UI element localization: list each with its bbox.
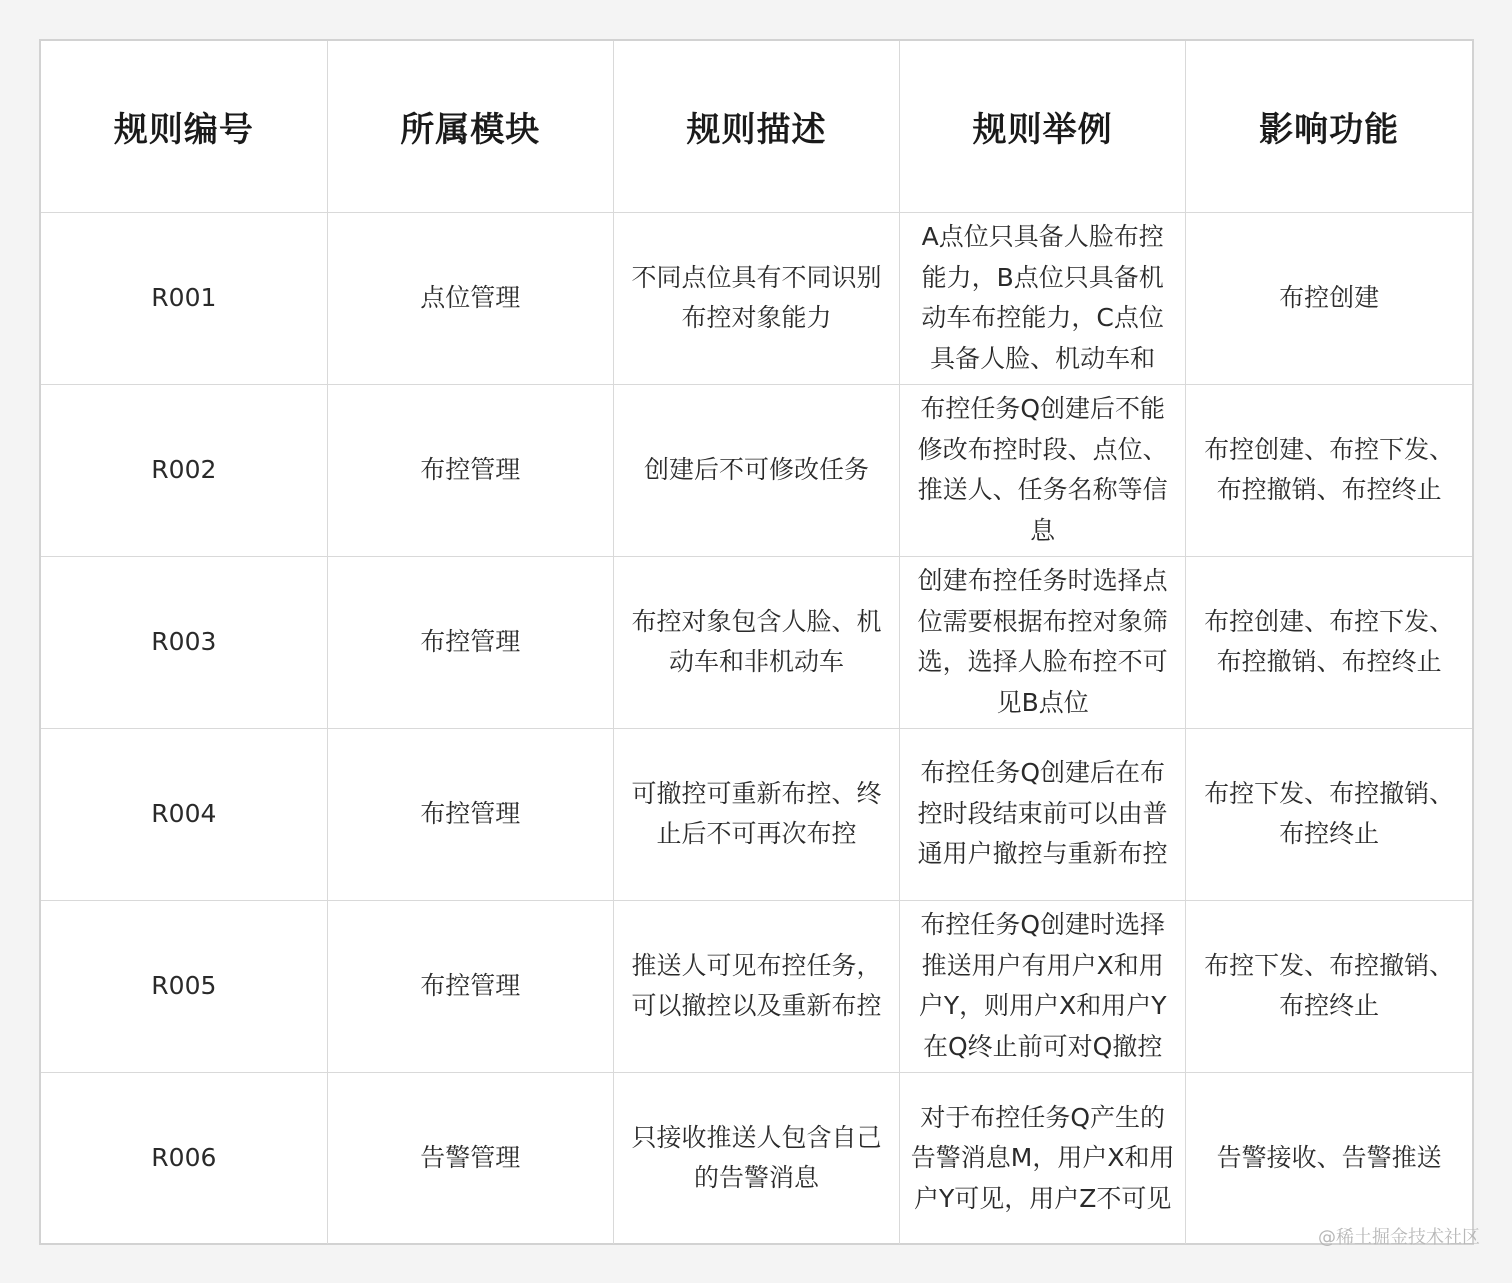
cell-affected-functions: 告警接收、告警推送 bbox=[1186, 1072, 1472, 1244]
table-header-row bbox=[41, 41, 1472, 212]
rules-table bbox=[41, 41, 1472, 1244]
cell-description: 只接收推送人包含自己的告警消息 bbox=[613, 1072, 899, 1244]
cell-affected-functions: 布控创建 bbox=[1186, 212, 1472, 384]
header-example: 规则举例 bbox=[900, 41, 1186, 212]
table-row bbox=[41, 1072, 1472, 1244]
cell-module: 点位管理 bbox=[327, 212, 613, 384]
cell-module: 布控管理 bbox=[327, 900, 613, 1072]
cell-module: 布控管理 bbox=[327, 728, 613, 900]
cell-module: 布控管理 bbox=[327, 384, 613, 556]
cell-affected-functions: 布控下发、布控撤销、布控终止 bbox=[1186, 900, 1472, 1072]
cell-description: 推送人可见布控任务，可以撤控以及重新布控 bbox=[613, 900, 899, 1072]
cell-rule-id: R005 bbox=[41, 900, 327, 1072]
cell-rule-id: R004 bbox=[41, 728, 327, 900]
cell-rule-id: R003 bbox=[41, 556, 327, 728]
table-row bbox=[41, 728, 1472, 900]
cell-affected-functions: 布控创建、布控下发、布控撤销、布控终止 bbox=[1186, 556, 1472, 728]
rules-table-container bbox=[39, 39, 1474, 1245]
table-row bbox=[41, 556, 1472, 728]
cell-rule-id: R001 bbox=[41, 212, 327, 384]
cell-rule-id: R006 bbox=[41, 1072, 327, 1244]
cell-description: 创建后不可修改任务 bbox=[613, 384, 899, 556]
table-row bbox=[41, 212, 1472, 384]
cell-example: 布控任务Q创建后在布控时段结束前可以由普通用户撤控与重新布控 bbox=[900, 728, 1186, 900]
cell-affected-functions: 布控创建、布控下发、布控撤销、布控终止 bbox=[1186, 384, 1472, 556]
cell-module: 告警管理 bbox=[327, 1072, 613, 1244]
cell-example: 创建布控任务时选择点位需要根据布控对象筛选，选择人脸布控不可见B点位 bbox=[900, 556, 1186, 728]
table-row bbox=[41, 900, 1472, 1072]
header-rule-id: 规则编号 bbox=[41, 41, 327, 212]
cell-example: 布控任务Q创建时选择推送用户有用户X和用户Y，则用户X和用户Y在Q终止前可对Q撤控 bbox=[900, 900, 1186, 1072]
cell-description: 不同点位具有不同识别布控对象能力 bbox=[613, 212, 899, 384]
cell-affected-functions: 布控下发、布控撤销、布控终止 bbox=[1186, 728, 1472, 900]
cell-example: 对于布控任务Q产生的告警消息M，用户X和用户Y可见，用户Z不可见 bbox=[900, 1072, 1186, 1244]
cell-example: 布控任务Q创建后不能修改布控时段、点位、推送人、任务名称等信息 bbox=[900, 384, 1186, 556]
watermark: @稀土掘金技术社区 bbox=[1318, 1227, 1480, 1248]
cell-rule-id: R002 bbox=[41, 384, 327, 556]
cell-description: 可撤控可重新布控、终止后不可再次布控 bbox=[613, 728, 899, 900]
header-module: 所属模块 bbox=[327, 41, 613, 212]
table-row bbox=[41, 384, 1472, 556]
cell-example: A点位只具备人脸布控能力，B点位只具备机动车布控能力，C点位具备人脸、机动车和 bbox=[900, 212, 1186, 384]
header-description: 规则描述 bbox=[613, 41, 899, 212]
header-affected-functions: 影响功能 bbox=[1186, 41, 1472, 212]
cell-description: 布控对象包含人脸、机动车和非机动车 bbox=[613, 556, 899, 728]
cell-module: 布控管理 bbox=[327, 556, 613, 728]
